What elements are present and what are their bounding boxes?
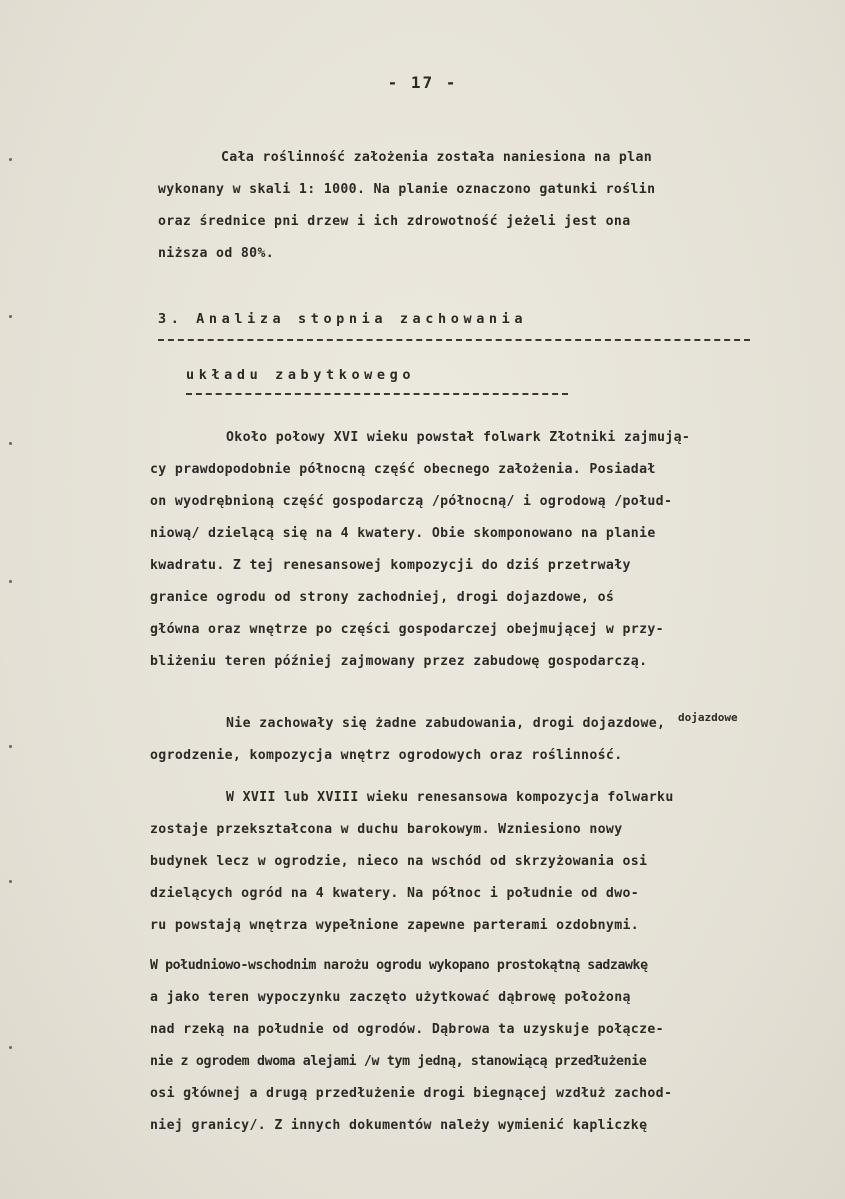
text-line: wykonany w skali 1: 1000. Na planie oznaczono gatunki roślin: [158, 182, 656, 197]
margin-mark: [9, 442, 12, 445]
text-line: cy prawdopodobnie północną część obecnego założenia. Posiadał: [150, 462, 656, 477]
text-line: główna oraz wnętrze po części gospodarczej obejmującej w przy-: [150, 622, 664, 637]
margin-mark: [9, 880, 12, 883]
text-line: oraz średnice pni drzew i ich zdrowotność jeżeli jest ona: [158, 214, 631, 229]
text-line: on wyodrębnioną część gospodarczą /północną/ i ogrodową /połud-: [150, 494, 673, 509]
text-line: niższa od 80%.: [158, 246, 275, 261]
section-heading: 3. Analiza stopnia zachowania: [158, 311, 528, 327]
text-line: a jako teren wypoczynku zaczęto użytkować dąbrowę położoną: [150, 990, 631, 1005]
text-line: bliżeniu teren później zajmowany przez zabudowę gospodarczą.: [150, 654, 648, 669]
margin-mark: [9, 580, 12, 583]
margin-mark: [9, 1046, 12, 1049]
text-line: dzielących ogród na 4 kwatery. Na północ i południe od dwo-: [150, 886, 640, 901]
overprint-correction: dojazdowe: [678, 711, 738, 724]
text-line: niową/ dzielącą się na 4 kwatery. Obie skomponowano na planie: [150, 526, 656, 541]
text-line: nad rzeką na południe od ogrodów. Dąbrowa ta uzyskuje połącze-: [150, 1022, 664, 1037]
text-line: zostaje przekształcona w duchu barokowym. Wzniesiono nowy: [150, 822, 623, 837]
margin-mark: [9, 158, 12, 161]
section-heading-continued: układu zabytkowego: [186, 367, 416, 383]
text-line: W XVII lub XVIII wieku renesansowa kompozycja folwarku: [226, 790, 674, 805]
text-line: budynek lecz w ogrodzie, nieco na wschód od skrzyżowania osi: [150, 854, 648, 869]
text-line: ru powstają wnętrza wypełnione zapewne parterami ozdobnymi.: [150, 918, 640, 933]
text-line: ogrodzenie, kompozycja wnętrz ogrodowych oraz roślinność.: [150, 748, 623, 763]
margin-mark: [9, 315, 12, 318]
page-number: - 17 -: [387, 73, 458, 92]
text-line: Nie zachowały się żadne zabudowania, drogi dojazdowe,: [226, 716, 666, 731]
heading-underline: [158, 339, 750, 341]
text-line: osi głównej a drugą przedłużenie drogi biegnącej wzdłuż zachod-: [150, 1086, 673, 1101]
text-line: Około połowy XVI wieku powstał folwark Złotniki zajmują-: [226, 430, 691, 445]
text-line: kwadratu. Z tej renesansowej kompozycji do dziś przetrwały: [150, 558, 631, 573]
heading-underline: [186, 393, 568, 395]
text-line: niej granicy/. Z innych dokumentów należy wymienić kapliczkę: [150, 1118, 648, 1133]
text-line: Cała roślinność założenia została naniesiona na plan: [221, 150, 653, 165]
text-line: granice ogrodu od strony zachodniej, drogi dojazdowe, oś: [150, 590, 615, 605]
text-line: nie z ogrodem dwoma alejami /w tym jedną, stanowiącą przedłużenie: [150, 1054, 647, 1069]
text-line: W południowo-wschodnim narożu ogrodu wykopano prostokątną sadzawkę: [150, 958, 648, 973]
margin-mark: [9, 745, 12, 748]
